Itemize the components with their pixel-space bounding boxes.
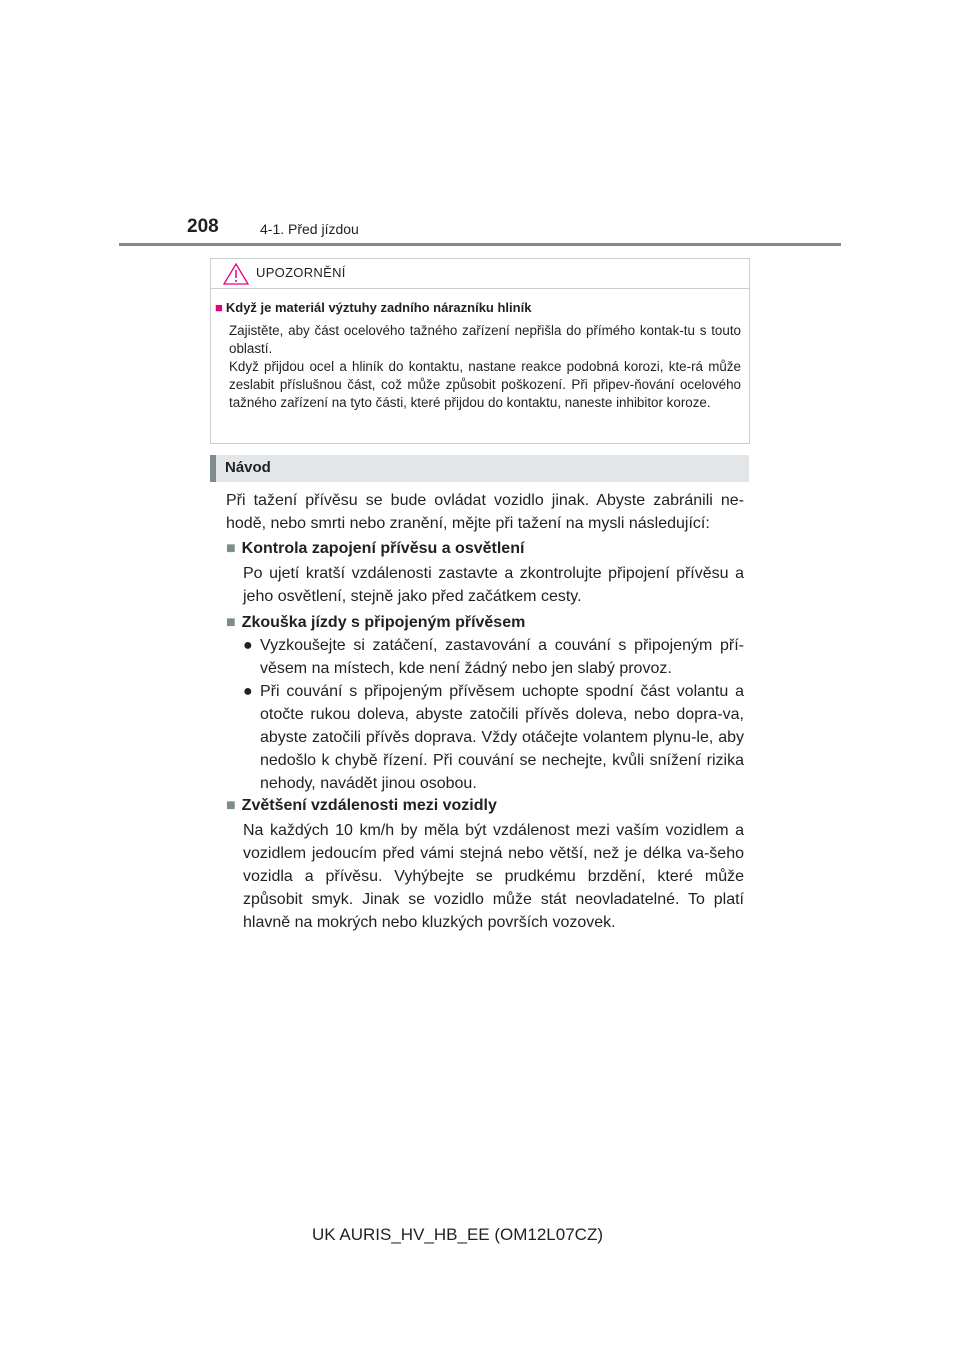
warning-item-title-text: Když je materiál výztuhy zadního nárazníku hliník xyxy=(225,300,532,315)
subheading-trailer-lights xyxy=(226,537,524,560)
paragraph-trailer-lights xyxy=(243,562,744,608)
warning-paragraph: Když přijdou ocel a hliník do kontaktu, nastane reakce podobná korozi, kte-rá může zeslabit příslušnou část, což může způsobit poškození. Při připev-ňování ocelového tažného zařízení na tyto části, které přijdou do kontaktu, naneste inhibitor koroze. xyxy=(229,359,741,410)
grey-square-icon: ■ xyxy=(226,797,236,814)
warning-title: UPOZORNĚNÍ xyxy=(256,265,346,280)
bullet-dot-icon: ● xyxy=(243,637,253,654)
paragraph-text: Po ujetí kratší vzdálenosti zastavte a zkontrolujte připojení přívěsu a jeho osvětlení, stejně jako před začátkem cesty. xyxy=(243,565,744,605)
warning-body xyxy=(229,322,741,412)
bullet-dot-icon: ● xyxy=(243,683,253,700)
guide-heading-label: Návod xyxy=(225,459,271,476)
intro-paragraph xyxy=(226,489,744,535)
subheading-text: Zvětšení vzdálenosti mezi vozidly xyxy=(241,797,497,814)
subheading-text: Kontrola zapojení přívěsu a osvětlení xyxy=(241,540,525,557)
paragraph-distance xyxy=(243,819,744,934)
subheading-distance xyxy=(226,794,497,817)
warning-box xyxy=(210,258,750,444)
subheading-text: Zkouška jízdy s připojeným přívěsem xyxy=(241,614,526,631)
page-number: 208 xyxy=(187,216,219,237)
grey-square-icon: ■ xyxy=(226,540,236,557)
warning-paragraph: Zajistěte, aby část ocelového tažného zařízení nepřišla do přímého kontak-tu s touto oblastí. xyxy=(229,323,741,356)
bullet-text: Při couvání s připojeným přívěsem uchopte spodní část volantu a otočte rukou doleva, abyste zatočili přívěs doleva, nebo dopra-va, abyste zatočili přívěs doprava. Vždy otáčejte volantem plynu-le, aby nedošlo k chybě řízení. Při couvání se nechejte, kvůli snížení rizika nehody, navádět jinou osobou. xyxy=(260,683,744,792)
warning-header xyxy=(211,259,749,289)
pink-square-icon: ■ xyxy=(215,300,223,315)
bullet-item xyxy=(260,634,744,680)
guide-heading-marker xyxy=(210,455,216,482)
guide-heading-bar xyxy=(210,455,749,482)
header-rule xyxy=(119,243,841,246)
bullet-item xyxy=(260,680,744,795)
intro-text: Při tažení přívěsu se bude ovládat vozidlo jinak. Abyste zabránili ne-hodě, nebo smrti nebo zranění, mějte při tažení na mysli následující: xyxy=(226,492,744,532)
paragraph-text: Na každých 10 km/h by měla být vzdálenost mezi vaším vozidlem a vozidlem jedoucím před vámi stejná nebo větší, než je délka va-šeho vozidla a přívěsu. Vyhýbejte se prudkému brzdění, které může způsobit smyk. Jinak se vozidlo může stát neovladatelné. To platí hlavně na mokrých nebo kluzkých površích vozovek. xyxy=(243,822,744,931)
warning-item-title xyxy=(215,300,531,315)
grey-square-icon: ■ xyxy=(226,614,236,631)
warning-triangle-icon xyxy=(223,263,249,285)
section-title: 4-1. Před jízdou xyxy=(260,221,359,237)
footer-code: UK AURIS_HV_HB_EE (OM12L07CZ) xyxy=(312,1225,603,1244)
subheading-test-drive xyxy=(226,611,525,634)
bullet-text: Vyzkoušejte si zatáčení, zastavování a couvání s připojeným pří-věsem na místech, kde není žádný nebo jen slabý provoz. xyxy=(260,637,744,677)
